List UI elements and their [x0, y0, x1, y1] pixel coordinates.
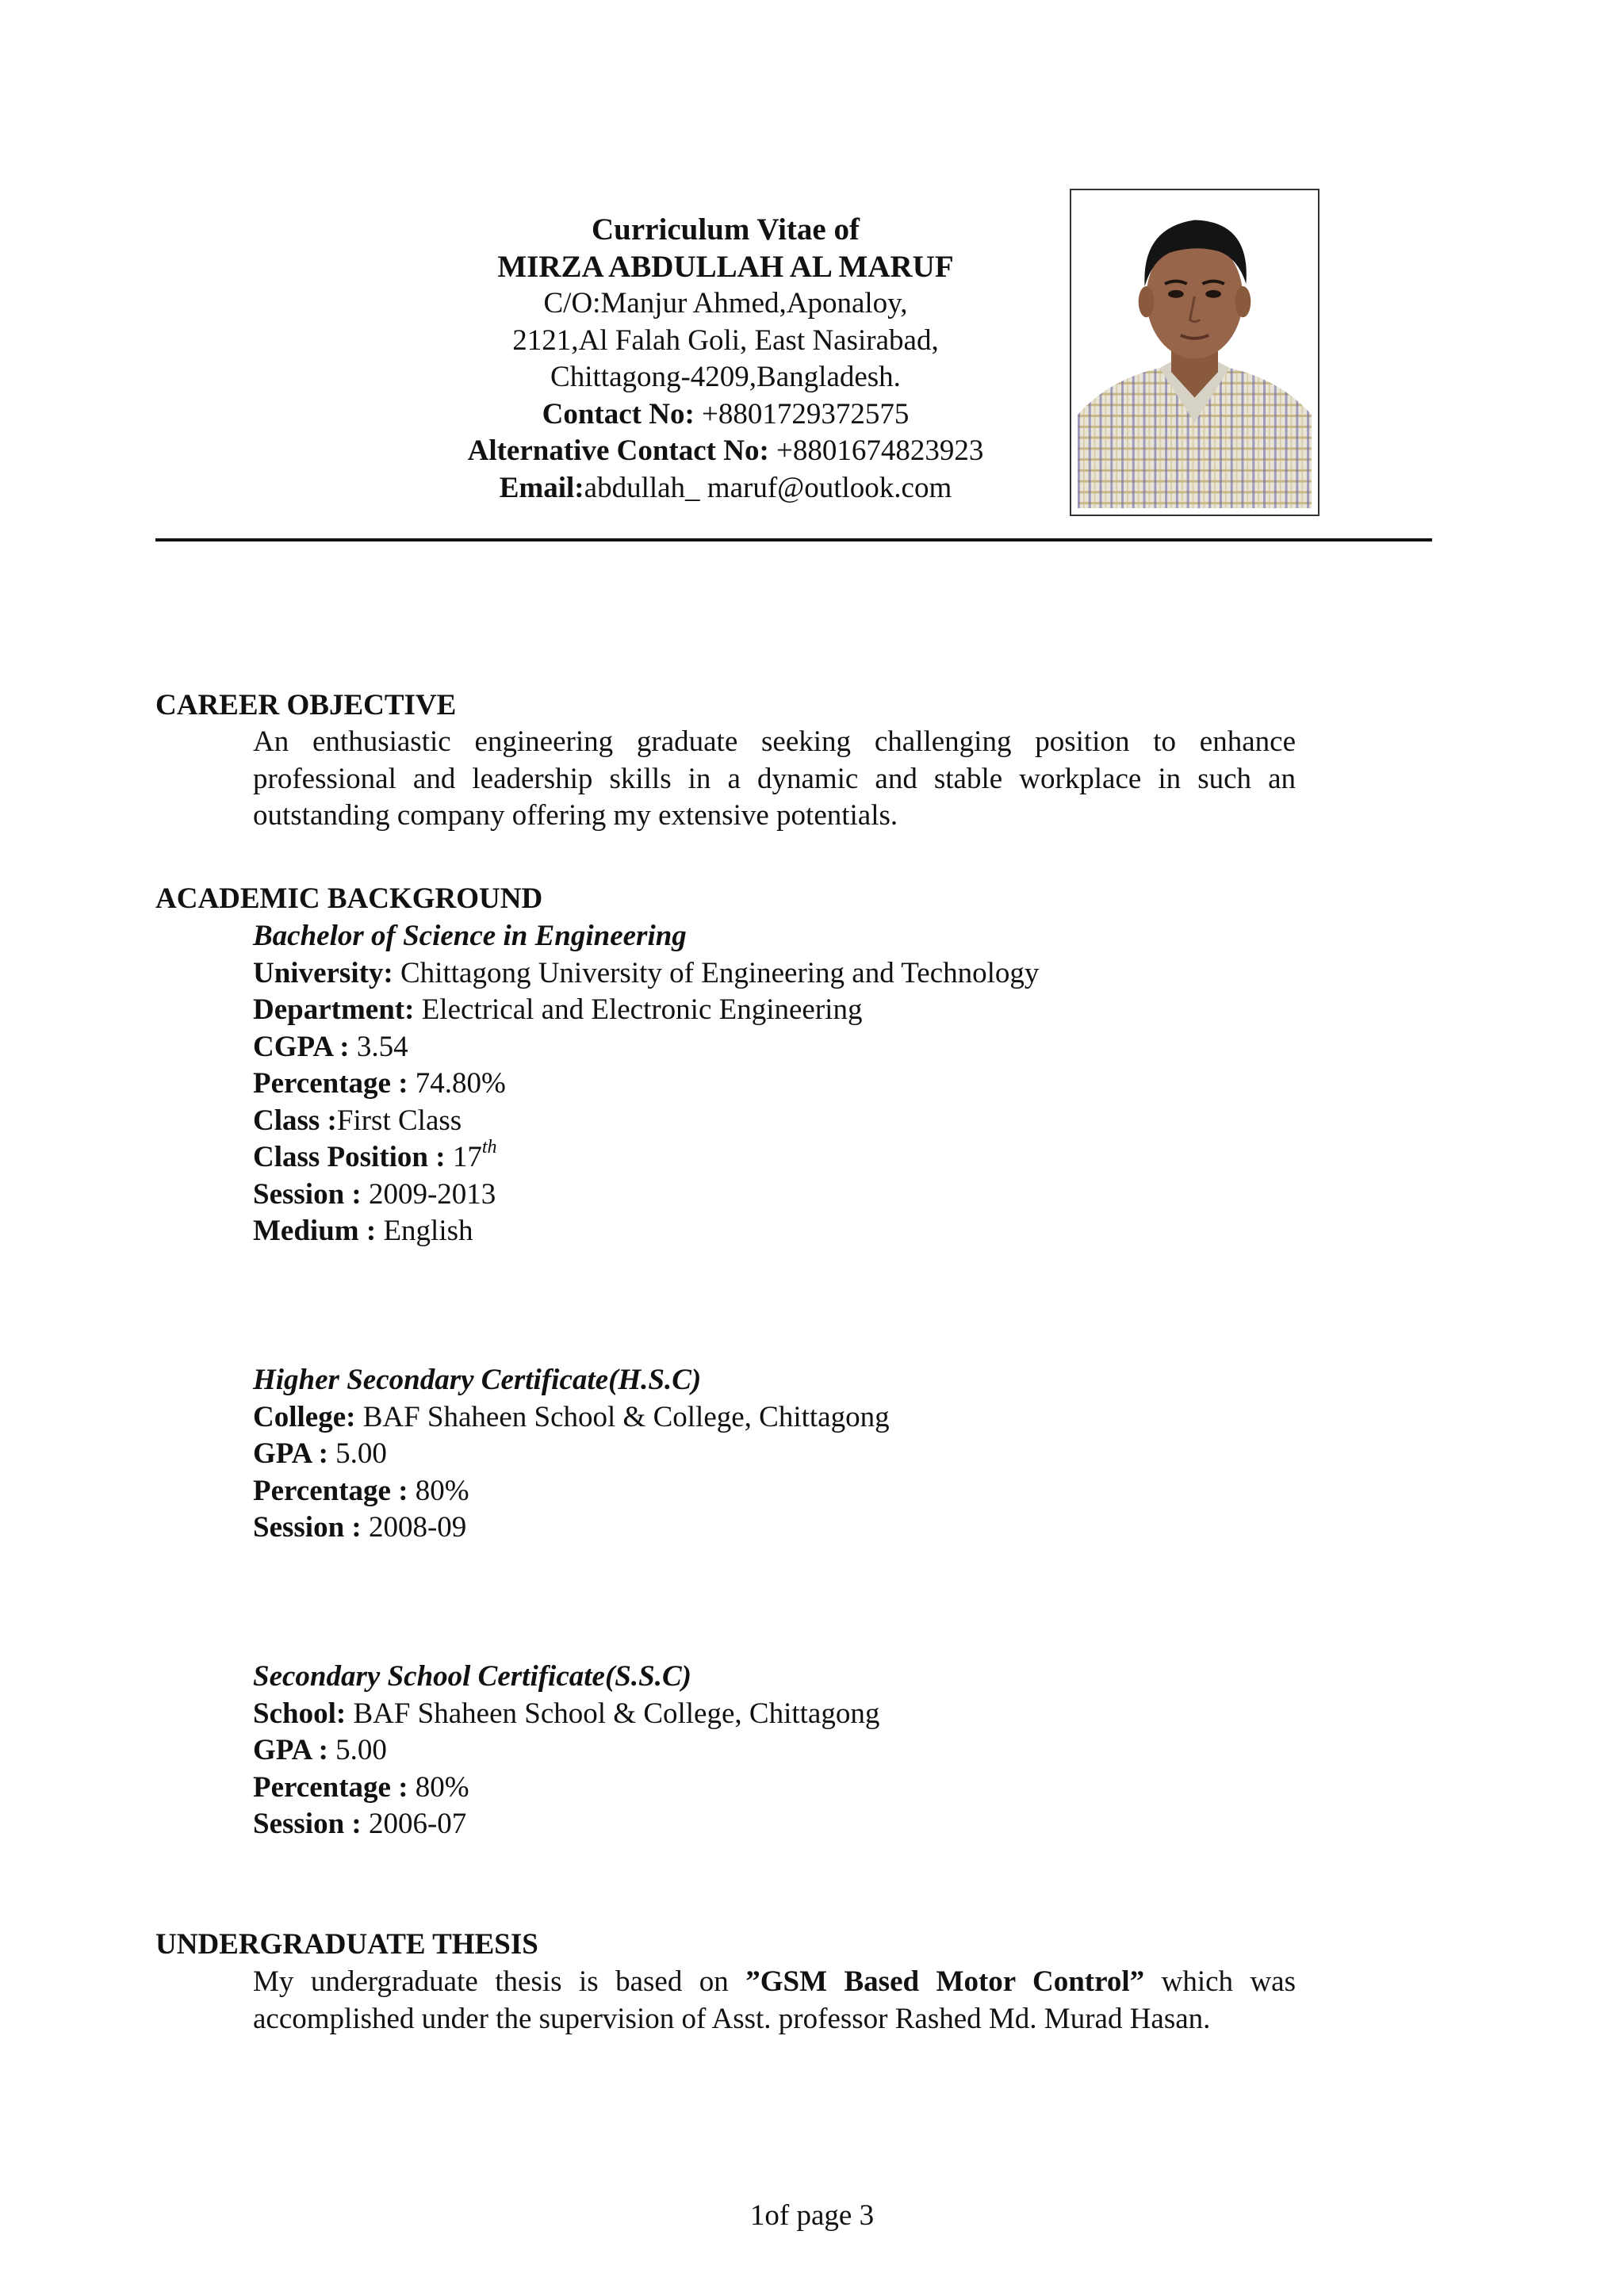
- thesis-text-after: which was accomplished under the supervision of Asst. professor Rashed Md. Murad Hasan.: [253, 1965, 1297, 2035]
- bsc-class: [253, 1103, 1039, 1140]
- cv-title: Curriculum Vitae of: [592, 212, 860, 247]
- college-label: College:: [253, 1400, 356, 1433]
- cgpa-value: 3.54: [349, 1030, 408, 1063]
- gpa-label: GPA :: [253, 1734, 328, 1766]
- bsc-medium: [253, 1213, 1039, 1250]
- session-value: 2006-07: [361, 1808, 467, 1840]
- university-value: Chittagong University of Engineering and Technology: [393, 956, 1040, 989]
- department-value: Electrical and Electronic Engineering: [414, 993, 863, 1026]
- candidate-name: MIRZA ABDULLAH AL MARUF: [497, 250, 954, 284]
- hsc-college: [253, 1399, 890, 1437]
- email-value: abdullah_ maruf@outlook.com: [584, 471, 952, 504]
- address-line-2: 2121,Al Falah Goli, East Nasirabad,: [512, 323, 939, 357]
- ssc-percentage: [253, 1770, 879, 1807]
- medium-label: Medium :: [253, 1215, 377, 1247]
- hsc-section: [253, 1362, 890, 1547]
- thesis-text: [253, 1964, 1296, 2038]
- ssc-degree: Secondary School Certificate(S.S.C): [253, 1660, 691, 1693]
- department-label: Department:: [253, 993, 415, 1026]
- bsc-section: [253, 918, 1039, 1250]
- email-label: Email:: [499, 471, 584, 504]
- percentage-label: Percentage :: [253, 1067, 408, 1100]
- percentage-label: Percentage :: [253, 1474, 408, 1507]
- address-line-3: Chittagong-4209,Bangladesh.: [550, 361, 901, 393]
- session-label: Session :: [253, 1808, 362, 1840]
- college-value: BAF Shaheen School & College, Chittagong: [355, 1400, 890, 1433]
- university-label: University:: [253, 956, 393, 989]
- alt-contact-number: [381, 433, 1071, 470]
- thesis-text-before: My undergraduate thesis is based on: [253, 1965, 746, 1998]
- cv-header: [381, 211, 1071, 507]
- header-divider: [155, 538, 1432, 541]
- alt-contact-label: Alternative Contact No:: [467, 434, 769, 467]
- contact-value: +8801729372575: [694, 397, 910, 430]
- bsc-cgpa: [253, 1029, 1039, 1066]
- class-value: First Class: [336, 1104, 462, 1137]
- gpa-label: GPA :: [253, 1437, 328, 1470]
- hsc-degree: Higher Secondary Certificate(H.S.C): [253, 1364, 702, 1396]
- bsc-degree: Bachelor of Science in Engineering: [253, 920, 687, 952]
- cgpa-label: CGPA :: [253, 1030, 350, 1063]
- class-label: Class :: [253, 1104, 337, 1137]
- address-line-1: C/O:Manjur Ahmed,Aponaloy,: [543, 287, 908, 320]
- page-number: 1of page 3: [749, 2199, 875, 2232]
- session-value: 2009-2013: [361, 1177, 496, 1211]
- academic-background-heading: ACADEMIC BACKGROUND: [155, 882, 543, 915]
- ssc-session: [253, 1806, 879, 1843]
- bsc-session: [253, 1177, 1039, 1214]
- gpa-value: 5.00: [327, 1437, 387, 1470]
- person-portrait-icon: [1078, 197, 1312, 508]
- email: [381, 470, 1071, 507]
- percentage-value: 80%: [408, 1770, 469, 1804]
- thesis-heading: UNDERGRADUATE THESIS: [155, 1928, 538, 1961]
- percentage-value: 74.80%: [408, 1067, 506, 1100]
- contact-number: [381, 396, 1071, 434]
- bsc-percentage: [253, 1066, 1039, 1103]
- ssc-gpa: [253, 1732, 879, 1770]
- school-label: School:: [253, 1697, 347, 1730]
- bsc-department: [253, 992, 1039, 1029]
- alt-contact-value: +8801674823923: [768, 434, 984, 467]
- medium-value: English: [376, 1215, 473, 1247]
- session-label: Session :: [253, 1177, 362, 1211]
- percentage-label: Percentage :: [253, 1770, 408, 1804]
- hsc-gpa: [253, 1436, 890, 1473]
- gpa-value: 5.00: [327, 1734, 387, 1766]
- class-position-suffix: th: [481, 1136, 497, 1158]
- thesis-title: ”GSM Based Motor Control”: [745, 1965, 1145, 1998]
- hsc-session: [253, 1510, 890, 1547]
- class-position-label: Class Position :: [253, 1141, 446, 1173]
- career-objective-heading: CAREER OBJECTIVE: [155, 689, 457, 721]
- session-value: 2008-09: [361, 1511, 467, 1544]
- percentage-value: 80%: [408, 1474, 469, 1507]
- career-objective-text: An enthusiastic engineering graduate seeking challenging position to enhance professional and leadership skills in a dynamic and stable workplace in such an outstanding company offering my extensive potentials.: [253, 725, 1296, 832]
- bsc-university: [253, 955, 1039, 993]
- session-label: Session :: [253, 1511, 362, 1544]
- ssc-school: [253, 1696, 879, 1733]
- bsc-class-position: [253, 1136, 1039, 1177]
- contact-label: Contact No:: [542, 397, 695, 430]
- school-value: BAF Shaheen School & College, Chittagong: [346, 1697, 880, 1730]
- class-position-value: 17: [445, 1141, 482, 1173]
- hsc-percentage: [253, 1473, 890, 1510]
- profile-photo: [1070, 189, 1320, 516]
- ssc-section: [253, 1659, 879, 1843]
